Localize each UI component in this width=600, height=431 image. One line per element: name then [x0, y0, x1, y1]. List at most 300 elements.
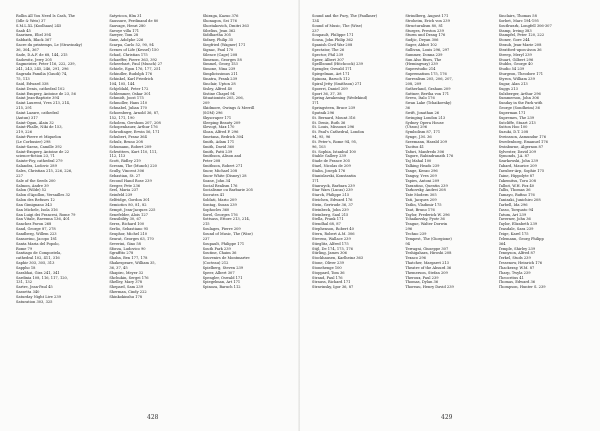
left-column-3	[203, 14, 290, 405]
index-entry: Stephenson, Robert 40	[312, 227, 354, 232]
index-entry: Soldati, Mario 209	[202, 198, 237, 203]
index-entry: Scream, The (Munch) 220	[109, 164, 157, 169]
index-entry: Stieglitz, Alfred 175	[312, 241, 349, 246]
index-entry: Stravinsky, Igor 36, 87	[312, 285, 354, 290]
index-entry: Stone, Oliver 239	[312, 261, 344, 266]
index-entry: Tanguy, Yves 209	[405, 173, 437, 178]
index-entry: Salandra, Lodovic 289	[16, 164, 57, 169]
index-entry: Stable Gallery 239	[312, 154, 346, 159]
index-entry: 134	[312, 18, 319, 23]
index-entry: Saint Denis, cathedral 102	[16, 86, 65, 91]
index-entry: Tacitus 41	[405, 144, 425, 149]
index-entry: Santiago de Compostela,	[16, 251, 62, 256]
index-entry: Spellbound (Hitchcock) 239	[312, 62, 363, 67]
index-entry: Stevens, Wallace 239	[312, 236, 351, 241]
index-entry: Schopenhauer, Arthur 176	[109, 125, 158, 130]
index-entry: Thatcher, Margaret 213	[405, 261, 449, 266]
index-entry: Rollin All You Need Is Cash, The	[16, 14, 75, 18]
index-entry: Satyricon, film 31	[109, 14, 142, 18]
index-entry: Szeemann, Harald 209	[405, 139, 447, 144]
index-entry: Semiotics 80, 81, 82	[109, 202, 147, 207]
index-entry: Severini, Gino 58	[109, 241, 141, 246]
index-entry: Sistine Chapel 94	[202, 91, 235, 96]
index-entry: Sanchez Pavon 268	[16, 222, 52, 227]
index-entry: Smith, Adam 171	[202, 139, 235, 144]
index-entry: Sand, George 87, 278	[16, 227, 56, 232]
index-entry: Spiegelman, Art 171	[202, 280, 241, 285]
index-entry: Schiele, Egon 176, 177, 251	[109, 67, 161, 72]
index-entry: Tamayo, Rufino 176	[498, 193, 535, 198]
index-entry: Taeuber-Arp, Sophie 175	[498, 169, 545, 173]
index-entry: Sylvester, David 209	[498, 149, 536, 154]
index-entry: Spectator, The 26	[312, 47, 345, 52]
index-entry: Soane, John 34	[202, 178, 231, 183]
index-entry: Sempé, Jean-Jacques 225	[109, 207, 156, 212]
index-entry: Star Wars (Lucas) 239	[312, 188, 353, 193]
right-column-2	[405, 14, 492, 405]
index-entry: Sinatra, Frank 239	[202, 76, 238, 81]
index-entry: Schulz, Bruno 208	[109, 139, 143, 144]
index-entry: Techno 239	[405, 231, 427, 236]
index-entry: (Hemingway) 239	[405, 62, 438, 67]
index-entry: Tanizaki, Junichiro 208	[498, 198, 541, 203]
index-entry: St. Paul's Cathedral, London	[312, 130, 365, 135]
index-entry: Sherman, Cindy 222	[109, 290, 147, 295]
index-entry: 208, 209	[405, 81, 422, 86]
index-entry: Schrodinger, Erwin 56, 171	[109, 130, 160, 135]
index-entry: Talbot, W.H. Fox 40	[498, 183, 535, 188]
left-column-2	[109, 14, 196, 405]
index-entry: Streep, Meryl 239	[498, 52, 532, 57]
index-entry: Sale of the Seeds 200	[16, 178, 56, 183]
index-entry: 131, 132	[16, 280, 33, 285]
index-entry: Summer, Donna 239	[405, 52, 443, 57]
index-entry: 36, 304, 367	[16, 47, 39, 52]
index-entry: Stratford-upon-Avon 36	[498, 47, 542, 52]
index-entry: St. Denis, Ruth 36	[312, 120, 346, 125]
index-entry: Serra, Richard 100	[109, 222, 145, 227]
right-column-3	[499, 14, 586, 405]
index-entry: Spiral Jetty (Smithson) 271	[312, 81, 362, 86]
right-page	[300, 0, 600, 431]
index-entry: Saphir 303, 305, 313	[16, 261, 55, 266]
index-entry: Terragni, Giuseppe 307	[405, 246, 449, 251]
index-entry: Styron, William 239	[498, 76, 535, 81]
index-entry: Shepard, Sam 239	[109, 285, 143, 290]
index-entry: Schjeldahl, Peter 172	[109, 86, 149, 91]
index-entry: Symbolism 87, 171	[405, 130, 441, 135]
index-entry: (SOM) 296	[202, 110, 223, 115]
index-entry: Selfridge, Gordon 301	[109, 198, 150, 203]
index-entry: Sulzberger, Arthur 296	[498, 91, 541, 96]
index-entry: Stade de France 305	[312, 159, 350, 164]
index-entry: Sarabhai, Gira 241, 341	[16, 270, 60, 275]
index-entry: Spector, Phil 239	[312, 52, 344, 57]
index-entry: 94	[405, 241, 410, 246]
index-entry: Theocritus 41	[498, 275, 524, 280]
index-entry: S.M.L.XL (Koolhaas) 245	[16, 23, 62, 28]
index-entry: Saint-Pierre et Miquelon	[16, 135, 62, 140]
index-entry: Temple, Shirley 239	[498, 246, 536, 251]
index-entry: Spring Awakening (Wedekind)	[312, 96, 368, 101]
index-entry: Sophocles 360	[202, 207, 230, 212]
index-entry: Swift, Jonathan 26	[405, 110, 440, 115]
index-entry: Sontag, Susan 239	[202, 202, 237, 207]
index-entry: Sloan, Alfred P. 296	[202, 130, 239, 135]
index-entry: Schubert, Franz 364	[109, 135, 147, 140]
index-entry: Tatum, Art 239	[498, 212, 527, 217]
index-entry: Schnabel, Julian 170	[109, 106, 147, 111]
index-entry: Sinclairs, Thomas 58	[498, 14, 537, 18]
index-entry: Strauss, Richard 171	[312, 280, 351, 285]
index-entry: Teshigahara, Hiroshi 208	[405, 251, 452, 256]
index-entry: Shelley, Mary 378	[109, 280, 143, 285]
index-entry: Themerson, Stefan 209	[405, 270, 448, 275]
index-entry: (Le Corbusier) 298	[16, 139, 51, 144]
index-entry: Saint Exupery, Antoine de 23, 56	[16, 91, 76, 96]
index-entry: 75, 113	[16, 76, 30, 81]
index-entry: Tange, Kenzo 296	[405, 169, 438, 173]
index-entry: Sforza, Ludovico 90	[109, 246, 146, 251]
index-entry: Seeger, Pete 236	[109, 183, 141, 188]
index-entry: Saarinen, Eliel 394	[16, 33, 51, 38]
index-entry: Saint-Ogan, Alain 32	[16, 120, 54, 125]
index-entry: Senefelder, Alois 127	[109, 212, 148, 217]
index-entry: Seuphor, Michel 210	[109, 231, 148, 236]
index-entry: Sound and the Fury, The (Faulkner)	[312, 14, 377, 18]
index-entry: Thomas, Dylan 36	[405, 280, 439, 285]
index-entry: Stael, Nicolas de 209	[312, 164, 351, 169]
index-entry: Suzuki, D.T. 208	[498, 130, 529, 135]
index-entry: Smetana, Bedrich 304	[202, 135, 244, 140]
index-entry: Sunday in the Park with	[498, 101, 543, 106]
index-entry: San Luigi dei Francesi, Rome 79	[16, 212, 76, 217]
index-entry: Taj Mahal 100	[405, 159, 432, 164]
left-page-columns	[16, 14, 290, 405]
index-entry: Superman 171	[498, 110, 526, 115]
index-entry: Saussure, Ferdinand de 80	[109, 18, 159, 23]
index-entry: Sales, Christian 215, 226, 226,	[16, 169, 73, 173]
index-entry: Theroux, Paul 239	[405, 275, 439, 280]
index-entry: Serlio, Sebastiano 95	[109, 227, 149, 232]
index-entry: Sagmeister, Peter 116, 222, 239,	[16, 62, 76, 67]
index-entry: San Michele, Isola 316	[16, 207, 58, 212]
index-entry: Souvenirs de Montmartre	[202, 256, 250, 261]
index-entry: Scully, Vincent 306	[109, 169, 145, 173]
index-entry: Simplicissimus 211	[202, 72, 238, 77]
index-entry: Springsteen, Bruce 239	[312, 106, 356, 111]
index-entry: Sugar, Alan 213	[498, 81, 528, 86]
right-column-1	[312, 14, 399, 405]
index-entry: Saturation 303, 325	[16, 299, 53, 304]
index-entry: Saxe, Adolphe 226	[109, 38, 144, 43]
index-entry: Sartre, Jean-Paul 45	[16, 285, 53, 290]
index-entry: Suttner, Bertha von 171	[405, 91, 450, 96]
index-entry: St. Bernard, Mount 316	[312, 115, 356, 120]
index-entry: Schlemmer, Oskar 301	[109, 91, 151, 96]
index-entry: Terkel, Studs 239	[498, 256, 531, 261]
index-entry: Swinging London 213	[405, 115, 446, 120]
index-entry: Tchaikovsky, Pyotr 36	[405, 217, 445, 222]
index-entry: Schoenberg, Arnold 36, 87,	[109, 110, 160, 115]
index-entry: Stampfel, Peter 120, 222	[498, 33, 545, 38]
index-entry: Saint Laurent, Yves 213, 214,	[16, 101, 71, 106]
index-entry: 215	[202, 222, 210, 227]
index-entry: Snow, Michael 208	[202, 169, 238, 173]
index-entry: Second Hand Rose 239	[109, 178, 152, 183]
index-entry: Telemann, Georg Philipp	[498, 236, 544, 241]
index-entry: San Vitale, Ravenna 136, 401	[16, 217, 70, 222]
index-entry: Sade, D.A.F. de 68, 144, 215	[16, 52, 68, 57]
index-entry: Salon des Refuses 12	[16, 198, 55, 203]
index-entry: Schmoller, Hans 210	[109, 101, 148, 106]
index-entry: Spengler, Oswald 171	[202, 275, 243, 280]
index-entry: Said, Edward 338	[16, 81, 49, 86]
index-entry: St. Louis, Missouri 296	[312, 125, 355, 130]
index-entry: Salon d'Apollon, Versailles 32	[16, 193, 71, 198]
index-entry: Stoner, Gore 244	[498, 38, 530, 43]
index-entry: Smith, David 360	[202, 144, 235, 149]
index-entry: Situationists 205, 206,	[202, 96, 244, 101]
index-entry: 36	[405, 106, 410, 111]
index-entry: Steinbeck, John 239	[312, 207, 349, 212]
index-entry: Skidmore, Owings & Merrill	[202, 106, 255, 111]
index-entry: Seel, Maria 237	[109, 188, 139, 193]
index-entry: Sinclair, Upton 28	[202, 81, 236, 86]
index-entry: 215, 291	[16, 106, 33, 111]
index-entry: Stendhal 68, 87	[312, 222, 341, 227]
index-entry: Schwitters, Kurt 110, 111,	[109, 149, 158, 154]
index-entry: Stalin, Joseph 176	[312, 169, 346, 173]
index-entry: Seinfeld 239	[109, 193, 133, 198]
index-entry: cathedral 102, 411, 316	[16, 256, 60, 261]
index-entry: Sacre du printemps, Le (Stravinsky)	[16, 43, 83, 48]
index-entry: Peter 208	[202, 159, 221, 164]
index-entry: Schmidt, Joost 175	[109, 96, 144, 101]
index-entry: Sturgeon, Theodore 171	[498, 72, 544, 77]
index-entry: Saturday Night Live 239	[16, 294, 61, 299]
index-entry: Strindberg, August 171	[405, 14, 449, 18]
index-entry: Spinoza, Baruch 112	[312, 76, 350, 81]
index-entry: Thoreau, Henry David 239	[405, 285, 454, 290]
index-entry: Stockhausen, Karlheinz 363	[312, 256, 364, 261]
index-entry: Swinburne, Algernon 87	[498, 144, 544, 149]
index-entry: Synge, J.M. 36	[405, 135, 432, 140]
index-entry: Straub, Jean-Marie 208	[498, 43, 542, 48]
index-entry: 152, 171, 190	[109, 115, 135, 120]
index-entry: Tharp, Twyla 239	[498, 270, 531, 275]
index-entry: St. Peter's, Rome 94, 95,	[312, 139, 358, 144]
index-entry: Stella, Frank 171	[312, 217, 344, 222]
index-entry: (Cocteau) 212	[202, 261, 229, 266]
index-entry: St. Sophia, Istanbul 100	[312, 149, 356, 154]
index-entry: Soulages, Pierre 209	[202, 227, 241, 232]
index-entry: 94, 95, 96	[312, 135, 331, 140]
index-entry: Saint-Phalle, Niki de 153,	[16, 125, 63, 130]
index-entry: Siegfried (Wagner) 171	[202, 43, 246, 48]
index-entry: Taut, Bruno 176	[405, 207, 435, 212]
index-entry: Talking Heads 239	[405, 164, 440, 169]
index-entry: Takemitsu, Toru 208	[498, 178, 536, 183]
index-entry: Teige, Karel 175	[498, 231, 529, 236]
index-entry: Sidney, Philip 35	[202, 38, 234, 43]
index-entry: Sandberg, Willem 223	[16, 231, 57, 236]
index-entry: (Autun) 317	[16, 115, 38, 120]
index-entry: Structuralism 80, 81	[405, 23, 444, 28]
index-entry: Stanislavski, Konstantin	[312, 173, 356, 178]
index-entry: Sadowitz, Jerry 205	[16, 57, 52, 62]
index-entry: Soupault, Philippe 171	[202, 241, 245, 246]
index-entry: Shapiro, Meyer 32	[109, 270, 144, 275]
index-entry: Sensibility 30, 67	[109, 217, 142, 222]
index-entry: Summerson, John 306	[498, 96, 539, 101]
index-entry: Studio 54 239	[498, 67, 525, 72]
index-entry: Shiraga, Kazuo 376	[202, 14, 239, 18]
index-entry: 112, 113	[109, 154, 126, 159]
index-entry: Siddhartha 305	[202, 33, 231, 38]
index-entry: South Park 239	[202, 246, 231, 251]
index-entry: Sturges, Preston 239	[405, 28, 444, 33]
index-entry: Social Realism 176	[202, 183, 238, 188]
index-entry: 104, 105, 144	[109, 81, 135, 86]
index-entry: Thomas, Edward 36	[498, 280, 536, 285]
index-entry: Sport 36, 37, 38	[312, 91, 342, 96]
index-entry: Salmon, Andre 39	[16, 183, 49, 188]
index-entry: Tabard, Maurice 209	[498, 164, 537, 169]
index-entry: Theatre of the Absurd 36	[405, 265, 452, 270]
index-entry: San Gimignano 343	[16, 202, 52, 207]
index-entry: Svevo, Italo 176	[405, 96, 435, 101]
index-entry: Sound of Music, The (Wise)	[202, 231, 253, 236]
index-entry: Sisley, Alfred 40	[202, 86, 233, 91]
index-entry: Tasso, Torquato 94	[498, 207, 534, 212]
index-entry: Shostakovich, Dmitri 363	[202, 23, 249, 28]
index-entry: Sottsass, Ettore 213, 214,	[202, 217, 250, 222]
index-entry: Tennyson, Alfred 87	[498, 251, 536, 256]
index-entry: Sound of Music, The (Wise)	[312, 23, 363, 28]
index-entry: Strand, Paul 176	[312, 275, 343, 280]
index-entry: Stein, Gertrude 36, 37	[312, 202, 353, 207]
index-entry: 209	[202, 101, 210, 106]
index-entry: Stern, Robert A.M. 306	[312, 231, 355, 236]
left-page-number: 428	[147, 414, 159, 421]
index-entry: Taylor, Elizabeth 239	[498, 222, 538, 227]
index-entry: Schad, Christian 175	[109, 52, 148, 57]
index-entry: Sansovino, Jacopo 181	[16, 236, 58, 241]
index-entry: Shinkokinshu 178	[109, 294, 143, 299]
index-entry: Signac, Paul 170	[202, 47, 234, 52]
index-entry: Tapies, Antoni 209	[405, 178, 440, 183]
index-entry: Saint Lazare, cathedral	[16, 110, 59, 115]
left-column-1	[16, 14, 103, 405]
index-entry: Snow White (Disney) 28	[202, 173, 247, 178]
index-entry: Sydney Opera House	[405, 120, 444, 125]
index-entry: Sun Also Rises, The	[405, 57, 442, 62]
index-entry: Soutine, Chaim 36	[202, 251, 237, 256]
index-entry: 96, 103	[312, 144, 326, 149]
index-entry: Symonds, J.A. 87	[498, 154, 530, 159]
index-entry: Santa Maria del Popolo,	[16, 241, 60, 246]
index-entry: Sainte-Foy, cathedral 279	[16, 159, 63, 164]
index-entry: Sauvage, Henri 280	[109, 23, 146, 28]
index-entry: Stirling, James 306	[312, 251, 347, 256]
index-entry: Tarkovsky, Andrei 208	[405, 188, 446, 193]
index-entry: Steinberg, Saul 215	[312, 212, 349, 217]
index-entry: Simone, Nina 239	[202, 67, 236, 72]
index-entry: Scheerbart, Paul (Munch) 27	[109, 62, 163, 67]
index-entry: Texaco 296	[405, 256, 426, 261]
index-entry: Sardinia 108, 116, 117, 120,	[16, 275, 68, 280]
index-entry: Sorel, Georges 176	[202, 212, 238, 217]
index-entry: Scarpa, Carlo 52, 90, 94	[109, 43, 154, 48]
index-entry: Shchukin, Sergei 176	[109, 275, 149, 280]
index-entry: Stuart, Gilbert 296	[498, 57, 534, 62]
index-entry: Steichen, Edward 176	[312, 198, 353, 203]
index-entry: Sveinsson, Asmundur 176	[498, 135, 547, 140]
index-entry: Spanish Civil War 208	[312, 43, 353, 48]
index-entry: Sgraffito 278	[109, 251, 134, 256]
index-entry: Sousa, John Philip 362	[312, 38, 354, 43]
index-entry: Superstudio 214	[405, 67, 436, 72]
index-entry: Socialisme ou Barbarie 205	[202, 188, 253, 193]
index-entry: Taine, Hippolyte 87	[498, 173, 535, 178]
index-entry: Spiegelman, Art 171	[312, 72, 350, 77]
index-entry: Sorbet, Marc 194-195	[498, 18, 539, 23]
index-entry: Scott, Ridley 219	[109, 159, 141, 164]
index-entry: 171	[312, 178, 319, 183]
index-entry: Tate Modern 305	[405, 193, 437, 198]
index-entry: Stoppard, Tom 36	[312, 270, 345, 275]
right-page-number: 429	[441, 414, 453, 421]
index-entry: Spielberg, Steven 239	[202, 265, 244, 270]
index-entry: Swedenborg, Emanuel 176	[498, 139, 548, 144]
index-entry: Saint-Exupery, Antoine de 22	[16, 149, 70, 154]
index-entry: Thompson, Hunter S. 239	[498, 285, 546, 290]
index-entry: Schindler, Rudolph 176	[109, 72, 153, 77]
index-entry: Supremes, The 239	[498, 115, 535, 120]
index-entry: Saint Jean-Baptiste 394	[16, 96, 59, 101]
index-entry: Skyscraper 171	[202, 115, 232, 120]
index-entry: Tallis, Thomas 36	[498, 188, 531, 193]
index-entry: Suggs 213	[498, 86, 518, 91]
index-entry: Stijl, De 174, 175, 176	[312, 246, 353, 251]
index-entry: Sagrada Familia (Gaudi) 74,	[16, 72, 68, 77]
index-entry: science-fiction 23, 71	[16, 154, 55, 159]
index-entry: Stanwyck, Barbara 239	[312, 183, 355, 188]
index-entry: Smith, Patti 239	[202, 149, 233, 154]
index-entry: Sassetta 340	[16, 290, 40, 295]
index-entry: Surrealism 205, 206, 207,	[405, 76, 453, 81]
index-entry: Sutcliffe, Stuart 213	[498, 120, 536, 125]
index-entry: Sturm und Drang 176	[405, 33, 446, 38]
index-entry: Swan Lake (Tchaikovsky)	[405, 101, 452, 106]
index-entry: Teague, Walter Dorwin	[405, 222, 448, 227]
index-entry: Saab 45	[16, 28, 31, 33]
index-entry: Smithson, Alison and	[202, 154, 242, 159]
index-entry: Spinoza, Baruch 112	[202, 285, 241, 290]
index-entry: Sabbath, Black 367	[16, 38, 52, 43]
right-page-columns	[312, 14, 586, 405]
index-entry: 237	[312, 28, 319, 33]
index-entry: Scholem, Gershom 207, 208	[109, 120, 161, 125]
index-entry: Schaeffer, Pierre 363, 392	[109, 57, 158, 62]
index-entry: 241, 243, 245, 246, 291, 296	[16, 67, 69, 72]
index-entry: Stonehenge 100	[312, 265, 342, 270]
index-entry: 36, 37, 45	[109, 265, 128, 270]
index-entry: Southwark, Longfell 306-307	[498, 23, 552, 28]
index-entry: Saint-Saens, Camille 392	[16, 144, 62, 149]
index-entry: Scenes of Life (Kessel) 150	[109, 47, 159, 52]
